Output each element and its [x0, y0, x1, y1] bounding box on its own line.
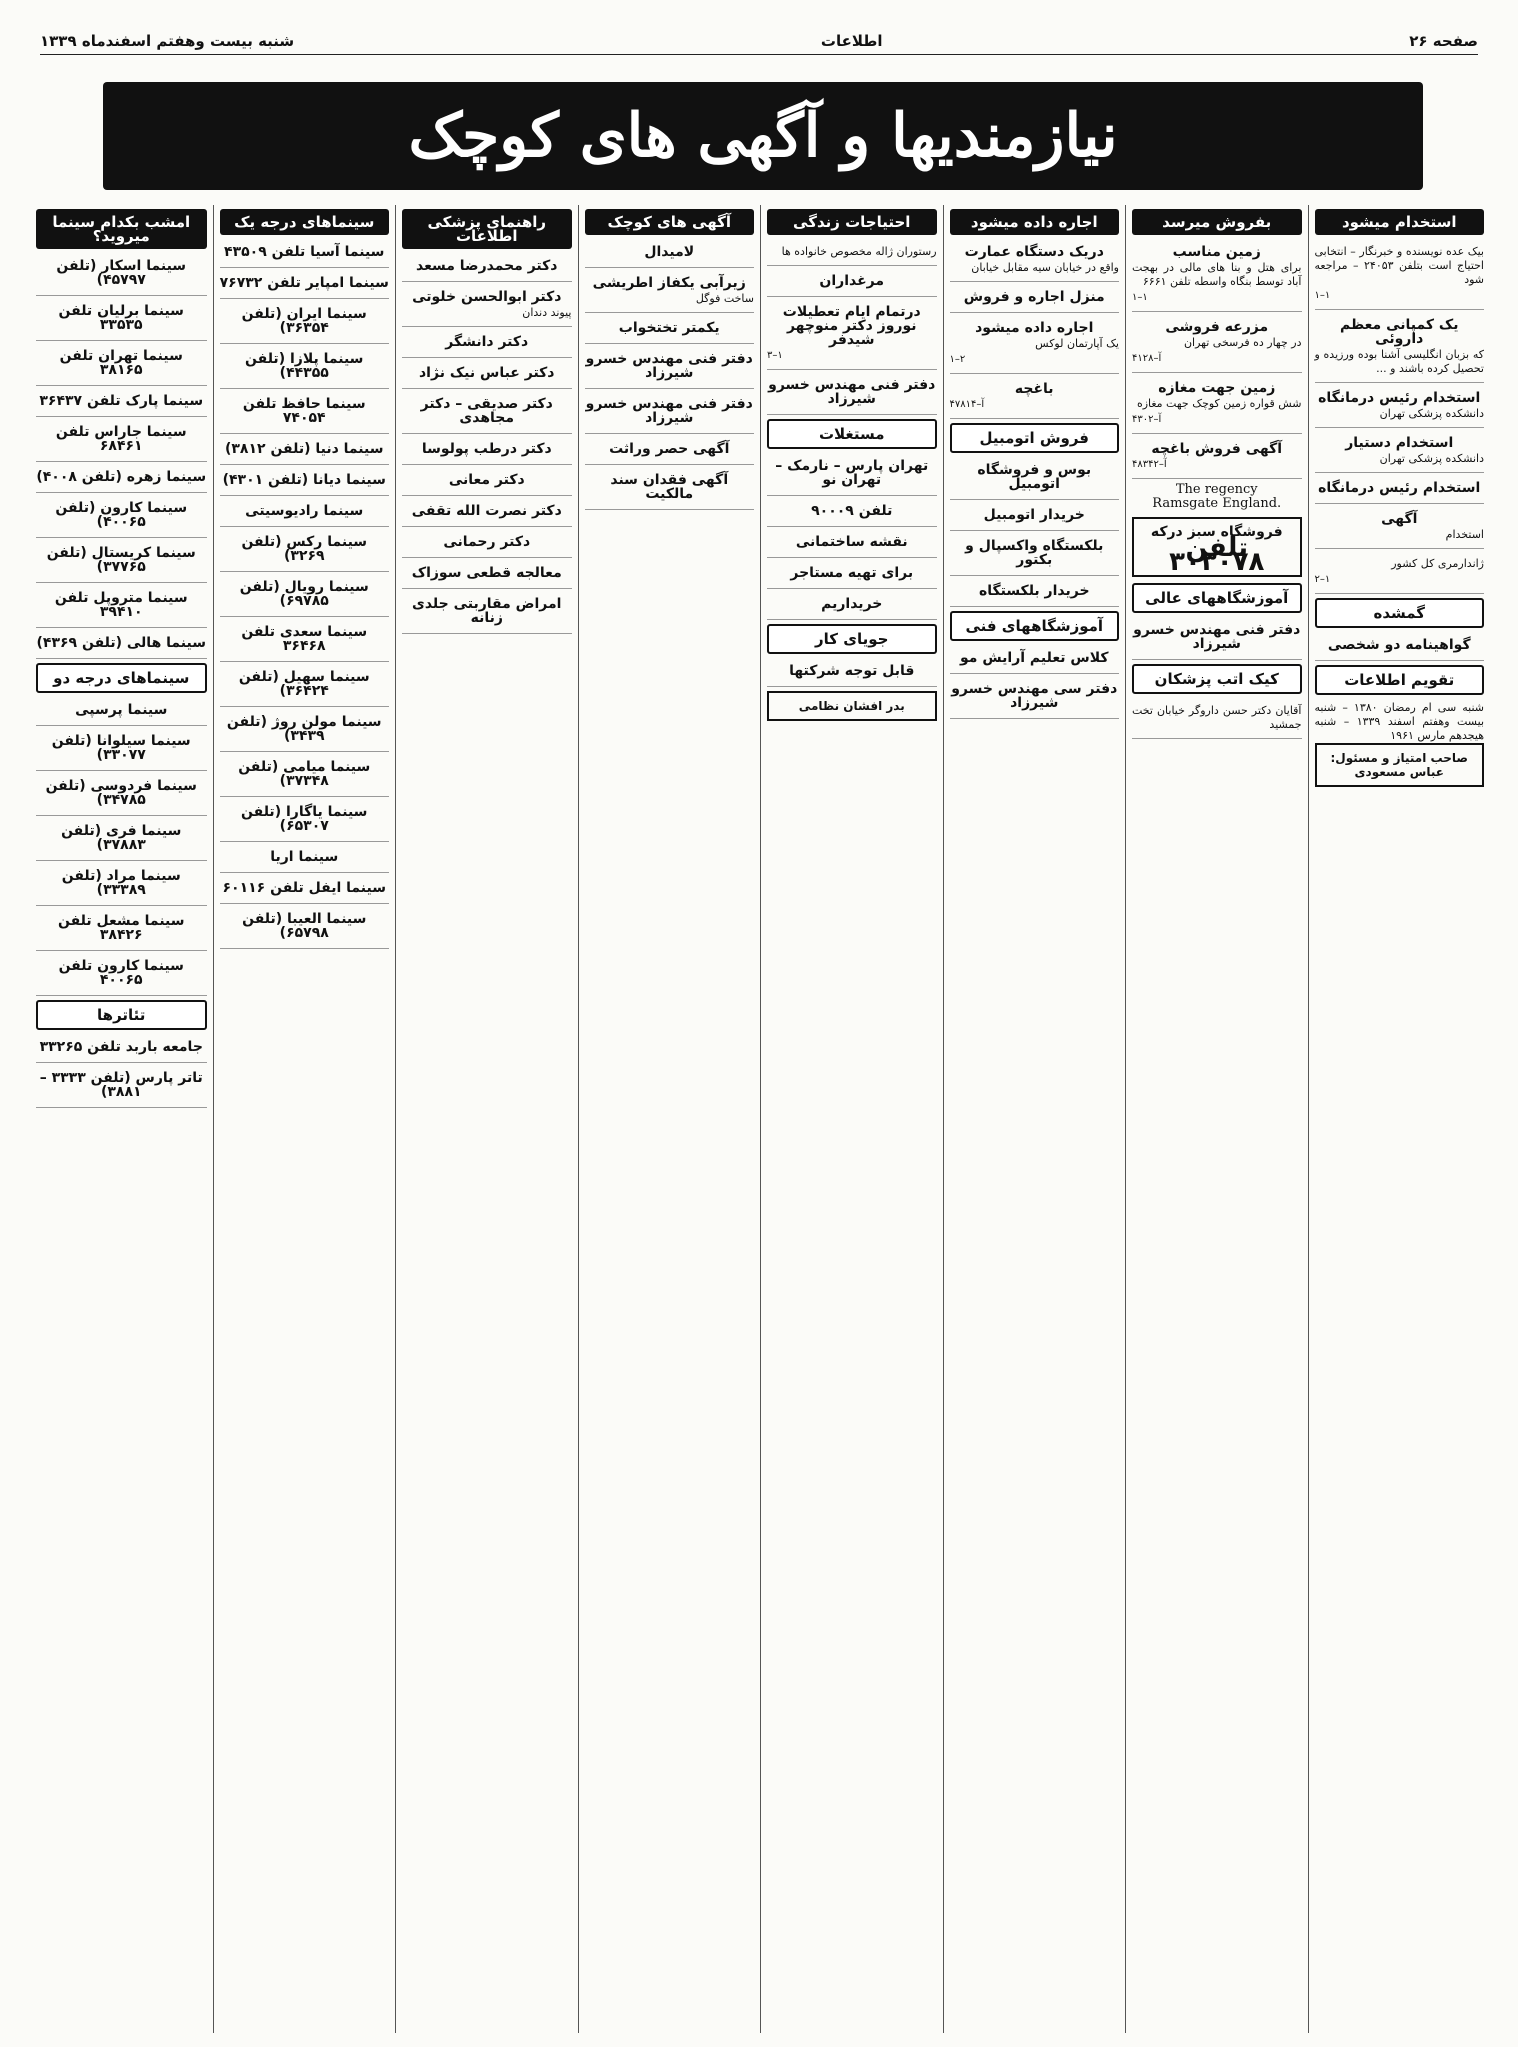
classified-ad [585, 241, 755, 268]
ad-title: یکمتر تختخواب [618, 320, 720, 336]
classified-ad [36, 390, 207, 417]
classified-ad [220, 908, 390, 949]
classified-ad [36, 497, 207, 538]
ad-body: دانشکده پزشکی تهران [1379, 452, 1484, 465]
ad-title: معالجه قطعی سوزاک [411, 565, 562, 581]
classified-ad [402, 438, 572, 465]
ad-column [1125, 205, 1308, 2033]
classified-ad [767, 301, 937, 370]
classified-ad [220, 393, 390, 434]
ad-title: دکتر محمدرضا مسعد [416, 258, 558, 274]
ad-title: دکتر ابوالحسن خلوتی [412, 289, 562, 305]
classified-ad [220, 500, 390, 527]
classified-ad [402, 469, 572, 496]
classified-ad [402, 331, 572, 358]
ad-title: دفتر فنی مهندس خسرو شیرزاد [585, 351, 753, 381]
section-heading: اجاره داده میشود [950, 209, 1120, 235]
ad-title: دکتر رحمانی [443, 534, 531, 550]
ad-title: زمین مناسب [1172, 244, 1261, 260]
ad-title: تلفن ۹۰۰۰۹ [811, 503, 893, 519]
ad-title: سینما رکس (تلفن ۳۲۶۹) [241, 534, 368, 564]
classified-ad [1132, 619, 1302, 660]
classified-ad [220, 846, 390, 873]
ad-body: پیوند دندان [522, 306, 572, 319]
newspaper-name: اطلاعات [820, 32, 883, 50]
ad-title: تهران پارس – نارمک – تهران نو [775, 458, 929, 488]
ad-title: استخدام دستیار [1345, 435, 1454, 451]
ad-title: خریداریم [821, 596, 883, 612]
ad-title: منزل اجاره و فروش [963, 289, 1105, 305]
classified-ad [767, 500, 937, 527]
ad-title: سینما حافظ تلفن ۷۴۰۵۴ [242, 396, 366, 426]
section-heading: احتیاجات زندگی [767, 209, 937, 235]
ad-title: سینما سعدی تلفن ۳۶۴۶۸ [241, 624, 368, 654]
issue-date: شنبه بیست وهفتم اسفندماه ۱۳۳۹ [40, 32, 295, 50]
ad-title: آگهی فروش باغچه [1151, 441, 1283, 457]
classified-ad [1315, 241, 1485, 310]
ad-title: سینما دیانا (تلفن ۴۳۰۱) [222, 472, 386, 488]
classified-ad [585, 393, 755, 434]
ad-title: زمین جهت مغازه [1158, 380, 1276, 396]
ad-title: سینما سیلوانا (تلفن ۳۳۰۷۷) [51, 733, 191, 763]
featured-ad-title: فروشگاه سبز درکه [1150, 524, 1283, 540]
ad-title: نقشه ساختمانی [795, 534, 908, 550]
classified-ad [402, 362, 572, 389]
ad-body: واقع در خیابان سیه مقابل خیابان [971, 261, 1119, 274]
ad-title: دفتر سی مهندس خسرو شیرزاد [951, 681, 1118, 711]
section-heading: سینماهای درجه یک [220, 209, 390, 235]
featured-ad-phone: تلفن ۳۰۳۰۷۸ [1169, 533, 1265, 577]
ad-title: سینما امپایر تلفن ۷۶۷۳۲ [219, 275, 389, 291]
ad-title: مزرعه فروشی [1165, 319, 1269, 335]
classified-ad [950, 459, 1120, 500]
classified-ad [220, 666, 390, 707]
classified-ad [36, 820, 207, 861]
classified-ad [220, 272, 390, 299]
classified-ad [767, 241, 937, 266]
ad-body: یک آپارتمان لوکس [1035, 337, 1119, 350]
classified-ad [402, 531, 572, 558]
ad-title: دفتر فنی مهندس خسرو شیرزاد [1133, 622, 1301, 652]
column-footer: صاحب امتیاز و مسئول: عباس مسعودی [1315, 743, 1485, 787]
ad-title: جامعه باربد تلفن ۳۳۲۶۵ [39, 1039, 203, 1055]
ad-title: سینما مراد (تلفن ۳۳۳۸۹) [61, 868, 181, 898]
classified-ad [220, 469, 390, 496]
ad-body: ساخت فوگل [695, 292, 754, 305]
classified-ad [585, 348, 755, 389]
ad-title: سینما رویال (تلفن ۶۹۷۸۵) [239, 579, 369, 609]
ad-body: رستوران ژاله مخصوص خانواده ها [781, 245, 937, 258]
ad-title: سینما اسکار (تلفن ۴۵۷۹۷) [56, 258, 187, 288]
ad-title: دفتر فنی مهندس خسرو شیرزاد [768, 377, 936, 407]
page-number: صفحه ۲۶ [1409, 32, 1478, 50]
classified-ad [220, 877, 390, 904]
ad-title: سینما رادیوسیتی [245, 503, 364, 519]
classified-ad [1315, 508, 1485, 549]
ad-title: خریدار اتومبیل [983, 507, 1085, 523]
ad-title: دکتر عباس نیک نژاد [419, 365, 555, 381]
classified-ad [950, 378, 1120, 419]
ad-title: زیرآبی یکفاز اطریشی [592, 275, 746, 291]
classified-ad [767, 562, 937, 589]
section-heading: بفروش میرسد [1132, 209, 1302, 235]
classified-ad [402, 500, 572, 527]
ad-title: سینما دنیا (تلفن ۳۸۱۲) [224, 441, 384, 457]
ad-title: استخدام رئیس درمانگاه [1318, 480, 1481, 496]
ad-body: استخدام [1445, 528, 1484, 541]
classified-ad [585, 469, 755, 510]
ad-title: سینما ایفل تلفن ۶۰۱۱۶ [222, 880, 386, 896]
classified-ad [950, 647, 1120, 674]
ad-title: سینما پلازا (تلفن ۴۴۳۵۵) [245, 351, 364, 381]
ad-title: سینما کارون تلفن ۴۰۰۶۵ [58, 958, 184, 988]
ad-title: استخدام رئیس درمانگاه [1318, 390, 1481, 406]
classified-ad [36, 466, 207, 493]
ad-column [395, 205, 578, 2033]
ad-title: آگهی حصر وراثت [609, 441, 730, 457]
ad-title: سینما مشعل تلفن ۳۸۴۲۶ [57, 913, 185, 943]
classified-ad [767, 660, 937, 687]
classified-ad [1132, 700, 1302, 739]
ad-title: سینما تهران تلفن ۳۸۱۶۵ [59, 348, 183, 378]
ad-title: سینما فردوسی (تلفن ۳۴۷۸۵) [45, 778, 197, 808]
ad-title: دفتر فنی مهندس خسرو شیرزاد [585, 396, 753, 426]
section-heading: آموزشگاههای عالی [1132, 583, 1302, 613]
classified-ad [220, 621, 390, 662]
classified-ad [36, 421, 207, 462]
section-heading: تئاترها [36, 1000, 207, 1030]
classified-ad [950, 580, 1120, 607]
classified-ad [1132, 438, 1302, 479]
page-header [40, 28, 1478, 55]
classified-ad [220, 241, 390, 268]
classified-ad [1315, 387, 1485, 428]
classified-ad [36, 699, 207, 726]
section-heading: مستغلات [767, 419, 937, 449]
classified-ad [402, 562, 572, 589]
column-footer: بدر افشان نظامی [767, 691, 937, 721]
classified-ad [220, 801, 390, 842]
classified-ad [1315, 432, 1485, 473]
banner-title: نیازمندیها و آگهی های کوچک [408, 101, 1118, 171]
section-heading: آگهی های کوچک [585, 209, 755, 235]
ad-reference: ۳–۱ [767, 350, 783, 361]
ad-title: دکتر درطب پولوسا [421, 441, 552, 457]
ad-title: یک کمپانی معظم داروئی [1340, 317, 1459, 347]
ad-body: آقایان دکتر حسن داروگر خیابان تخت جمشید [1132, 704, 1302, 731]
classified-ad [220, 348, 390, 389]
ad-reference: آ–۴۱۲۸ [1132, 353, 1162, 364]
ad-reference: آ–۴۳۰۲ [1132, 414, 1162, 425]
ad-title: اجاره داده میشود [975, 320, 1094, 336]
classified-ad [36, 255, 207, 296]
classified-ad [36, 1036, 207, 1063]
english-text: Ramsgate England. [1152, 496, 1282, 511]
featured-ad [1132, 517, 1302, 577]
classified-ad [767, 593, 937, 620]
classified-ad [36, 542, 207, 583]
ad-title: دکتر دانشگر [445, 334, 529, 350]
classified-ad [585, 317, 755, 344]
ad-reference: ۱–۲ [949, 354, 966, 365]
classified-ad [950, 286, 1120, 313]
classified-ad [1132, 316, 1302, 373]
ad-body: دانشکده پزشکی تهران [1379, 407, 1484, 420]
section-heading: جویای کار [767, 624, 937, 654]
section-heading: استخدام میشود [1315, 209, 1485, 235]
classified-ad [950, 678, 1120, 719]
classified-ad [767, 531, 937, 558]
ad-body: که بزبان انگلیسی آشنا بوده ورزیده و تحصیل کرده باشند و ... [1314, 348, 1484, 375]
ad-title: سینما سهیل (تلفن ۳۶۴۲۴) [238, 669, 370, 699]
ad-title: سینما زهره (تلفن ۴۰۰۸) [36, 469, 207, 485]
ad-title: تاتر پارس (تلفن ۳۳۳۳ – ۳۸۸۱) [39, 1070, 203, 1100]
classified-ad [220, 438, 390, 465]
ad-title: قابل توجه شرکتها [789, 663, 915, 679]
classified-ad [402, 393, 572, 434]
ad-reference: آ–۴۸۳۴۲ [1132, 459, 1167, 470]
ad-body: ژاندارمری کل کشور [1391, 557, 1484, 570]
classified-ad [1315, 634, 1485, 661]
classified-ad [36, 775, 207, 816]
classified-ad [220, 531, 390, 572]
ad-title: سینما آسیا تلفن ۴۳۵۰۹ [224, 244, 385, 260]
classified-ad [767, 374, 937, 415]
classified-ad [36, 910, 207, 951]
ad-title: سینما کریستال (تلفن ۳۷۷۶۵) [46, 545, 196, 575]
ad-title: لامیدال [644, 244, 695, 260]
ad-column [30, 205, 213, 2033]
classified-ad [36, 955, 207, 996]
ad-body: بیک عده نویسنده و خبرنگار – انتخابی احتیاج است بتلفن ۲۴۰۵۳ – مراجعه شود [1314, 245, 1484, 286]
ad-title: سینما پرسپی [75, 702, 168, 718]
ad-title: امراض مقاربتی جلدی زنانه [412, 596, 562, 626]
classified-ad [1132, 377, 1302, 434]
classified-ad [402, 286, 572, 327]
ad-title: خریدار بلکستگاه [978, 583, 1090, 599]
classified-ad [36, 587, 207, 628]
ad-title: سینما ایران (تلفن ۳۶۳۵۴) [241, 306, 367, 336]
ad-body: در چهار ده فرسخی تهران [1183, 336, 1302, 349]
ad-title: دکتر صدیقی – دکتر مجاهدی [420, 396, 553, 426]
ad-title: سینما اریا [270, 849, 339, 865]
classified-ad [950, 504, 1120, 531]
classified-ad [220, 756, 390, 797]
ad-body: برای هتل و بنا های مالی در بهجت آباد توسط بنگاه واسطه تلفن ۶۶۶۱ [1132, 261, 1302, 288]
classified-ad [220, 576, 390, 617]
ad-title: باغچه [1014, 381, 1054, 397]
ad-column [578, 205, 761, 2033]
ad-title: سینما العیبا (تلفن ۶۵۷۹۸) [242, 911, 367, 941]
ad-title: سینما مولن روژ (تلفن ۳۴۳۹) [226, 714, 382, 744]
section-heading: آموزشگاههای فنی [950, 611, 1120, 641]
section-heading: سینماهای درجه دو [36, 663, 207, 693]
ad-title: گواهینامه دو شخصی [1327, 637, 1471, 653]
ad-column [760, 205, 943, 2033]
classifieds-banner [103, 82, 1423, 190]
classified-ad [767, 270, 937, 297]
classified-ad [36, 345, 207, 386]
ad-column [213, 205, 396, 2033]
ad-column [1308, 205, 1491, 2033]
classified-ad [950, 535, 1120, 576]
classified-ad [1132, 241, 1302, 312]
english-text: The regency [1175, 482, 1258, 497]
classified-ad [1315, 314, 1485, 383]
section-heading: تقویم اطلاعات [1315, 665, 1485, 695]
section-heading: راهنمای پزشکی اطلاعات [402, 209, 572, 249]
ad-title: مرغداران [819, 273, 885, 289]
classified-ad [36, 632, 207, 659]
classified-ad [36, 865, 207, 906]
ad-reference: آ–۴۷۸۱۴ [949, 399, 985, 410]
classified-ad [402, 593, 572, 634]
classified-ad [1315, 477, 1485, 504]
classified-ad [36, 730, 207, 771]
ad-title: آگهی فقدان سند مالکیت [610, 472, 729, 502]
ad-reference: ۱–۱ [1314, 290, 1331, 301]
ad-title: سینما میامی (تلفن ۳۷۳۴۸) [238, 759, 371, 789]
ad-title: سینما جاراس تلفن ۶۸۴۶۱ [55, 424, 187, 454]
classified-ad [220, 711, 390, 752]
ad-title: دریک دستگاه عمارت [964, 244, 1104, 260]
section-heading: گمشده [1315, 598, 1485, 628]
classified-ad [402, 255, 572, 282]
classified-ad [1315, 553, 1485, 594]
ad-title: دکتر معانی [448, 472, 525, 488]
ad-title: سینما هالی (تلفن ۴۳۶۹) [36, 635, 206, 651]
classified-ad [36, 1067, 207, 1108]
section-heading: فروش اتومبیل [950, 423, 1120, 453]
ad-title: درتمام ایام تعطیلات نوروز دکتر منوچهر شیدفر [782, 304, 921, 348]
ad-title: سینما کارون (تلفن ۴۰۰۶۵) [55, 500, 188, 530]
ad-title: سینما یاگارا (تلفن ۶۵۳۰۷) [241, 804, 368, 834]
classified-ad [767, 455, 937, 496]
ad-title: سینما فری (تلفن ۳۷۸۸۳) [61, 823, 182, 853]
classified-ad [950, 317, 1120, 374]
classified-ad [585, 438, 755, 465]
ad-body: شش قواره زمین کوچک جهت مغازه [1136, 397, 1302, 410]
calendar-text: شنبه سی ام رمضان ۱۳۸۰ – شنبه بیست وهفتم اسفند ۱۳۳۹ – شنبه هیجدهم مارس ۱۹۶۱ [1314, 701, 1485, 742]
ad-title: بوس و فروشگاه اتومبیل [977, 462, 1092, 492]
classified-ad [220, 303, 390, 344]
ad-column [943, 205, 1126, 2033]
ad-title: سینما پارک تلفن ۳۶۴۳۷ [39, 393, 204, 409]
section-heading: امشب بکدام سینما میروید؟ [36, 209, 207, 249]
ad-title: سینما برلیان تلفن ۳۳۵۳۵ [58, 303, 184, 333]
ad-title: سینما متروپل تلفن ۳۹۴۱۰ [54, 590, 188, 620]
ad-title: آگهی [1381, 511, 1418, 527]
section-heading: کیک اتب پزشکان [1132, 664, 1302, 694]
ad-reference: ۱–۱ [1132, 292, 1148, 303]
ad-title: بلکستگاه واکسپال و بکتور [965, 538, 1104, 568]
classified-ad [36, 300, 207, 341]
ad-title: برای تهیه مستاجر [790, 565, 914, 581]
ad-reference: ۲–۱ [1314, 574, 1331, 585]
classified-ad [950, 241, 1120, 282]
ad-title: دکتر نصرت الله تقفی [411, 503, 562, 519]
ad-columns [30, 205, 1490, 2033]
ad-title: کلاس تعلیم آرایش مو [960, 650, 1109, 666]
classified-ad [585, 272, 755, 313]
